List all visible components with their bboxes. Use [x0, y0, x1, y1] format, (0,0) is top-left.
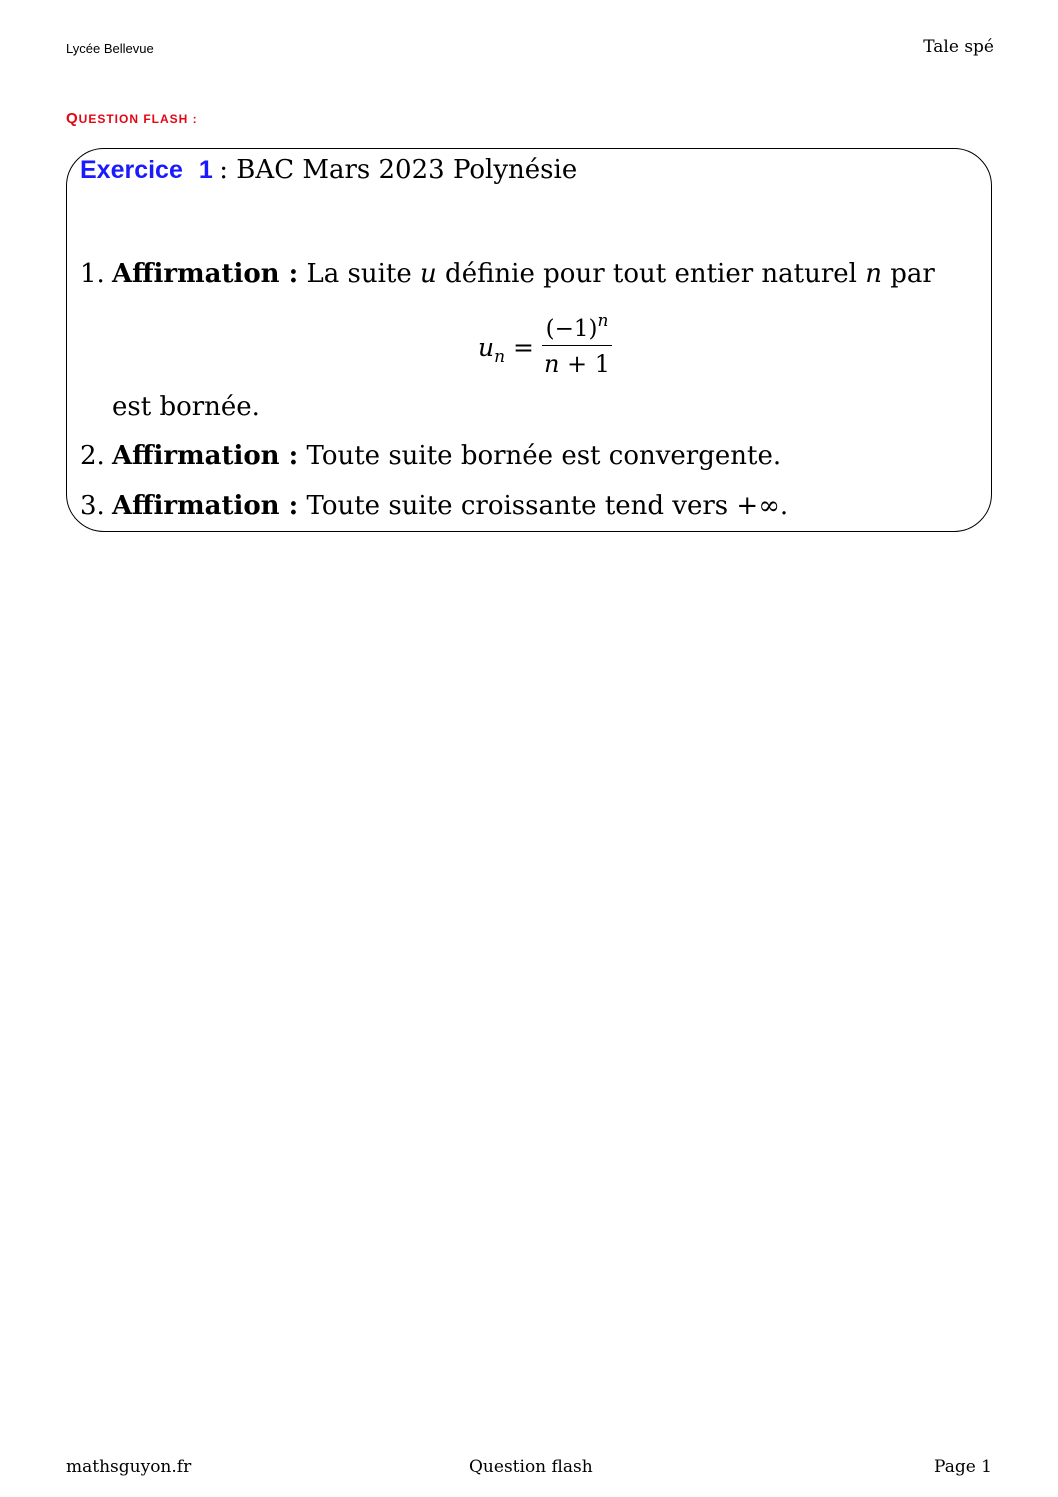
exercise-subtitle: : BAC Mars 2023 Polynésie [219, 155, 578, 185]
item-number: 3. [80, 491, 105, 521]
item-text: La suite [298, 259, 421, 289]
header-class: Tale spé [923, 37, 994, 57]
footer-website: mathsguyon.fr [66, 1457, 192, 1477]
math-subscript: n [494, 347, 506, 367]
fraction-bar [542, 345, 612, 346]
denominator-rest: + 1 [559, 350, 611, 378]
equals-sign: = [505, 333, 534, 362]
item-text: définie pour tout entier naturel [436, 259, 866, 289]
math-var-n: n [865, 259, 883, 289]
item-number: 2. [80, 441, 105, 471]
math-var-u: u [420, 259, 437, 289]
item-label: Affirmation : [112, 259, 299, 289]
section-label-initial: Q [66, 110, 79, 127]
numerator-exponent: n [597, 311, 609, 331]
exercise-number: 1 [198, 156, 213, 184]
item-1-continuation: est bornée. [112, 392, 260, 422]
item-label: Affirmation : [112, 441, 299, 471]
fraction-numerator [542, 311, 612, 342]
formula-lhs [478, 333, 534, 367]
item-number: 1. [80, 259, 105, 289]
fraction-denominator [542, 350, 612, 378]
section-label [66, 110, 198, 127]
item-label: Affirmation : [112, 491, 299, 521]
section-label-rest: UESTION FLASH : [78, 112, 198, 126]
header-school: Lycée Bellevue [66, 41, 154, 56]
list-item-2 [80, 441, 781, 471]
item-text: Toute suite bornée est convergente. [298, 441, 782, 471]
math-var-n: n [543, 350, 560, 378]
exercise-title [80, 155, 577, 185]
footer-title: Question flash [469, 1457, 593, 1477]
math-var-u: u [478, 333, 495, 362]
item-text: Toute suite croissante tend vers +∞. [298, 491, 789, 521]
numerator-base: (−1) [545, 316, 598, 342]
exercise-word: Exercice [80, 156, 183, 184]
list-item-1 [80, 259, 935, 289]
list-item-3 [80, 491, 788, 521]
footer-page-number: Page 1 [934, 1457, 992, 1477]
fraction [542, 311, 612, 378]
item-text: par [882, 259, 935, 289]
